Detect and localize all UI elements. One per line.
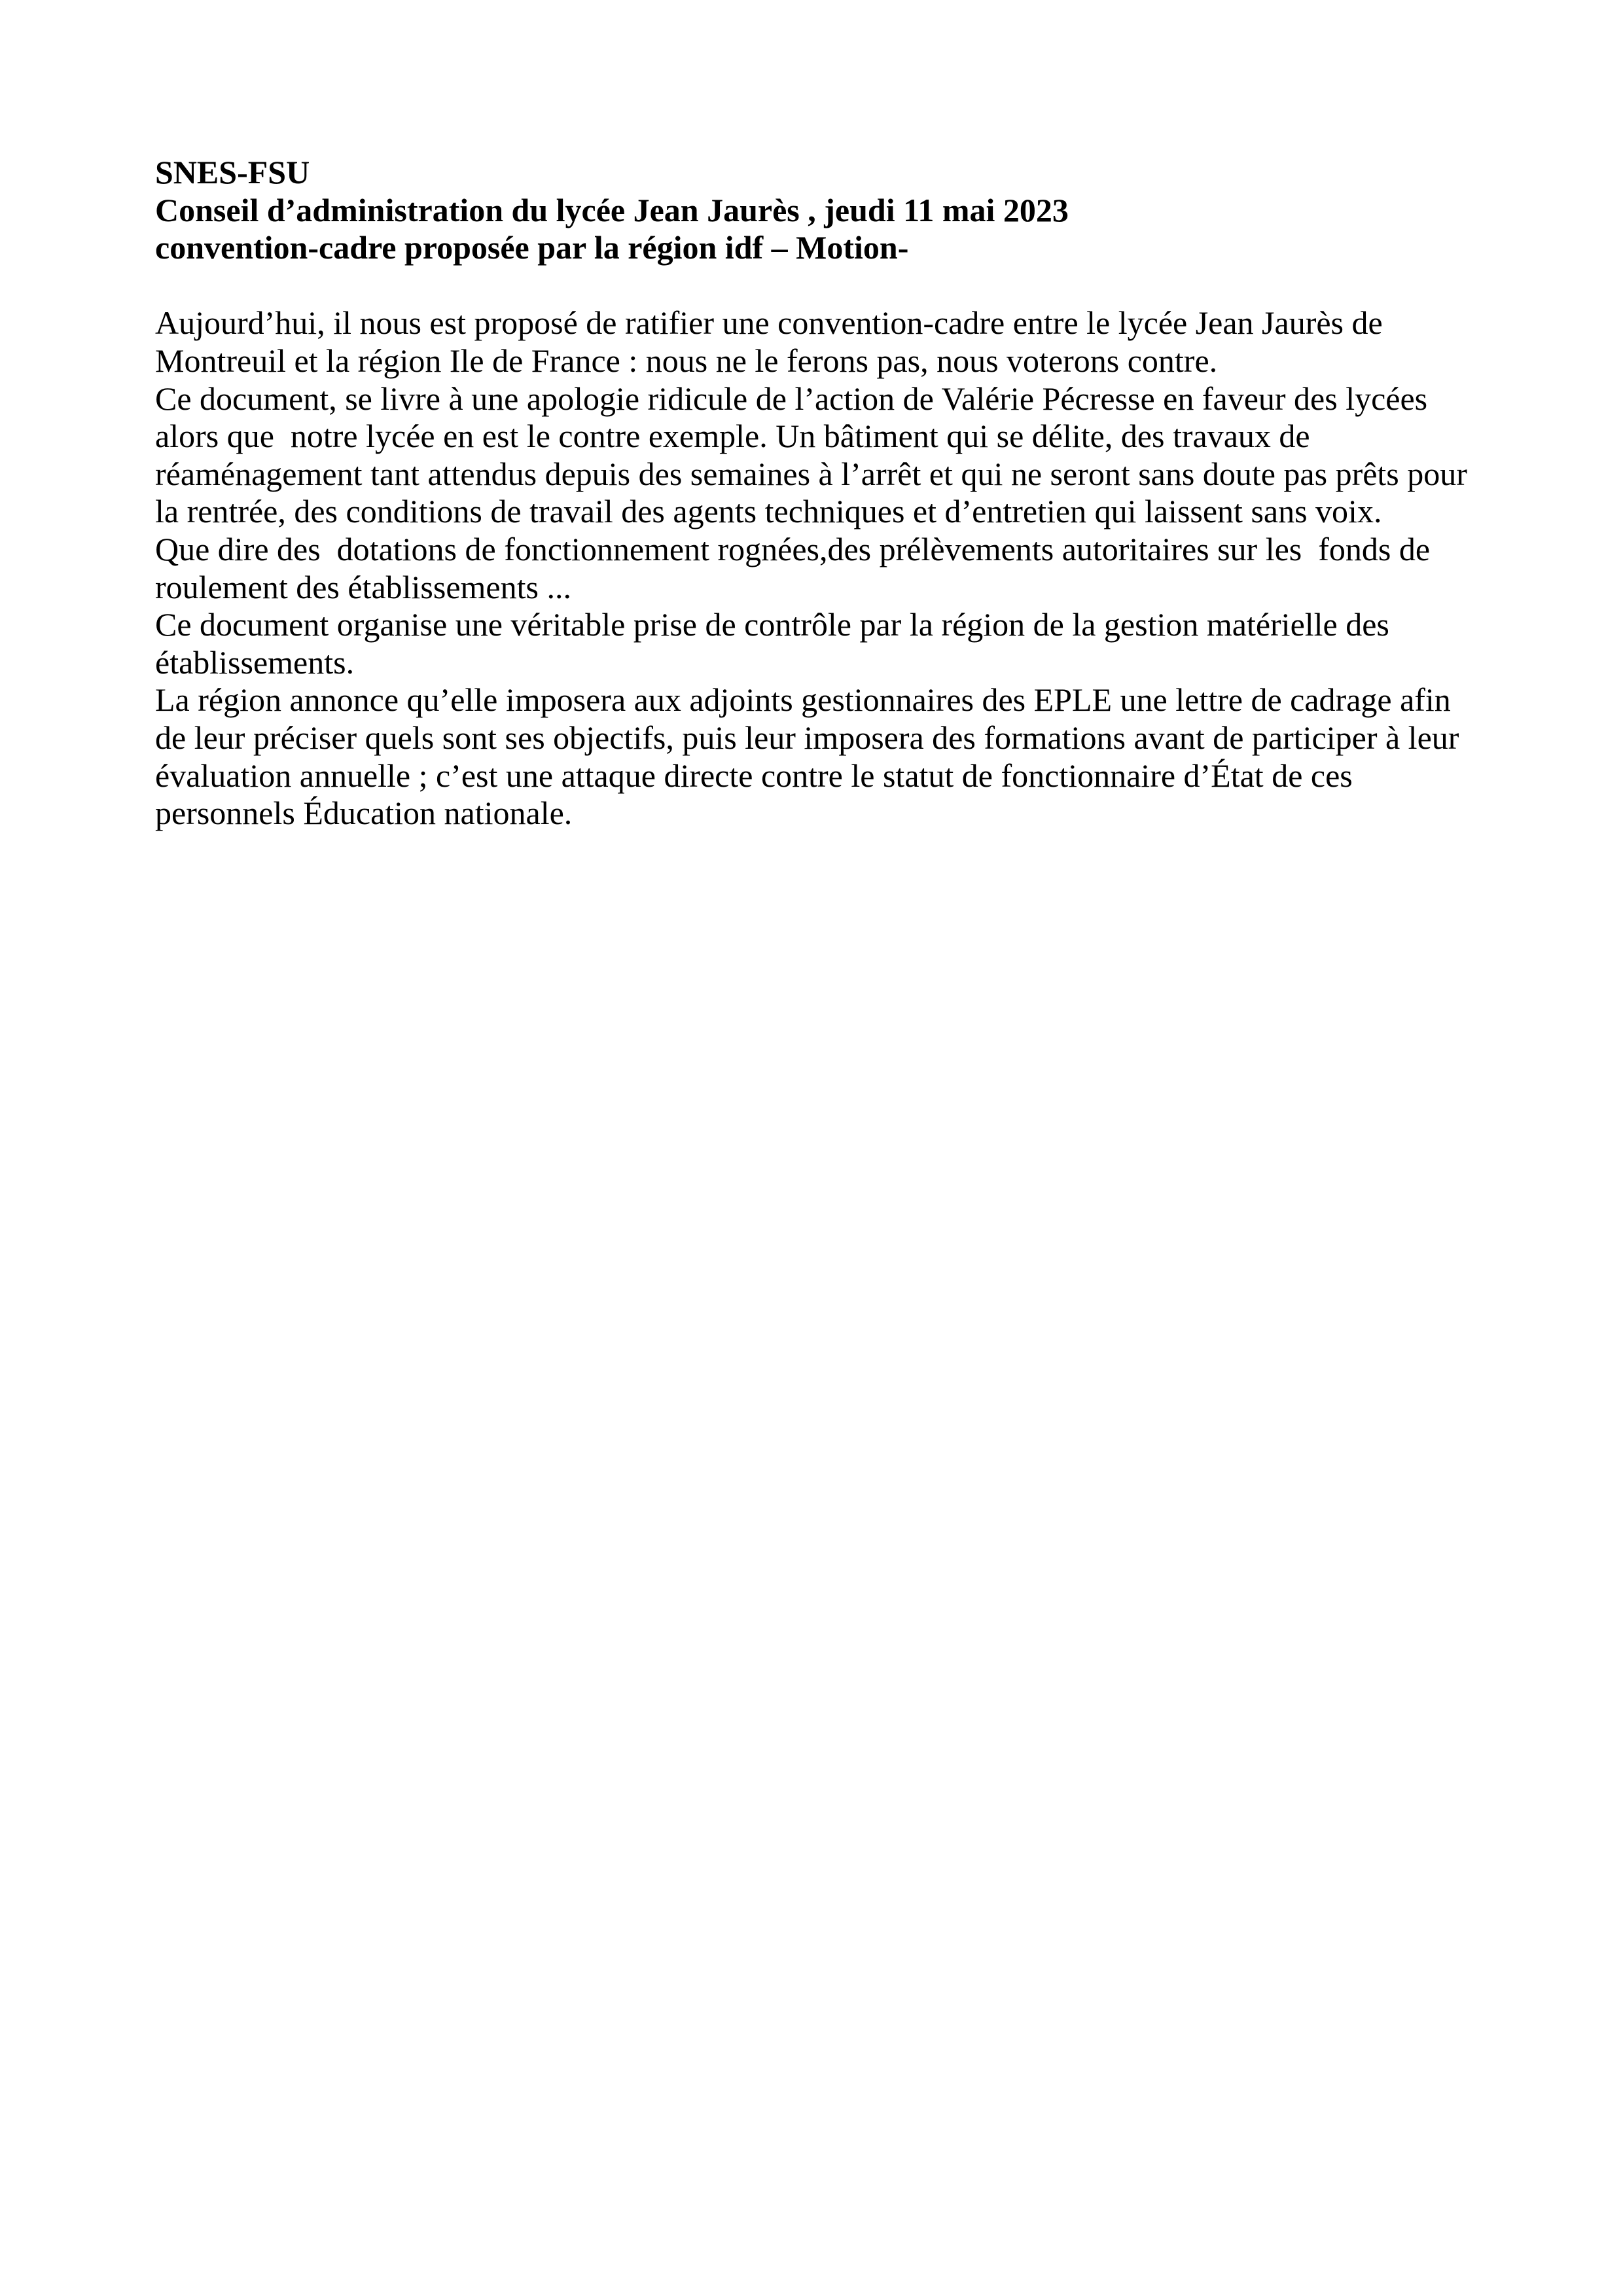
body-line: Montreuil et la région Ile de France : nous ne le ferons pas, nous voterons contre. <box>155 342 1218 379</box>
body-line: personnels Éducation nationale. <box>155 795 573 832</box>
body-line: la rentrée, des conditions de travail des agents techniques et d’entretien qui laissent sans voix. <box>155 493 1382 530</box>
header-line: Conseil d’administration du lycée Jean Jaurès , jeudi 11 mai 2023 <box>155 191 1069 228</box>
body-line: établissements. <box>155 643 355 681</box>
body-line: Aujourd’hui, il nous est proposé de ratifier une convention-cadre entre le lycée Jean Jaurès de <box>155 304 1383 342</box>
body-line: alors que notre lycée en est le contre exemple. Un bâtiment qui se délite, des travaux de <box>155 418 1310 455</box>
body-line: roulement des établissements ... <box>155 568 571 605</box>
body-line: de leur préciser quels sont ses objectifs, puis leur imposera des formations avant de participer à leur <box>155 719 1459 756</box>
body-line: évaluation annuelle ; c’est une attaque directe contre le statut de fonctionnaire d’État de ces <box>155 757 1353 794</box>
body-line: Ce document organise une véritable prise de contrôle par la région de la gestion matérielle des <box>155 606 1389 643</box>
body-line: La région annonce qu’elle imposera aux adjoints gestionnaires des EPLE une lettre de cadrage afin <box>155 681 1451 719</box>
body-line: Ce document, se livre à une apologie ridicule de l’action de Valérie Pécresse en faveur des lycées <box>155 380 1428 417</box>
document-body <box>155 304 1497 832</box>
header-line: SNES-FSU <box>155 154 310 190</box>
document-header <box>155 154 1497 267</box>
body-line: réaménagement tant attendus depuis des semaines à l’arrêt et qui ne seront sans doute pas prêts pour <box>155 455 1467 492</box>
motion-text-block <box>155 154 1497 833</box>
header-line: convention-cadre proposée par la région idf – Motion- <box>155 229 909 266</box>
body-line: Que dire des dotations de fonctionnement rognées,des prélèvements autoritaires sur les fonds de <box>155 530 1431 567</box>
